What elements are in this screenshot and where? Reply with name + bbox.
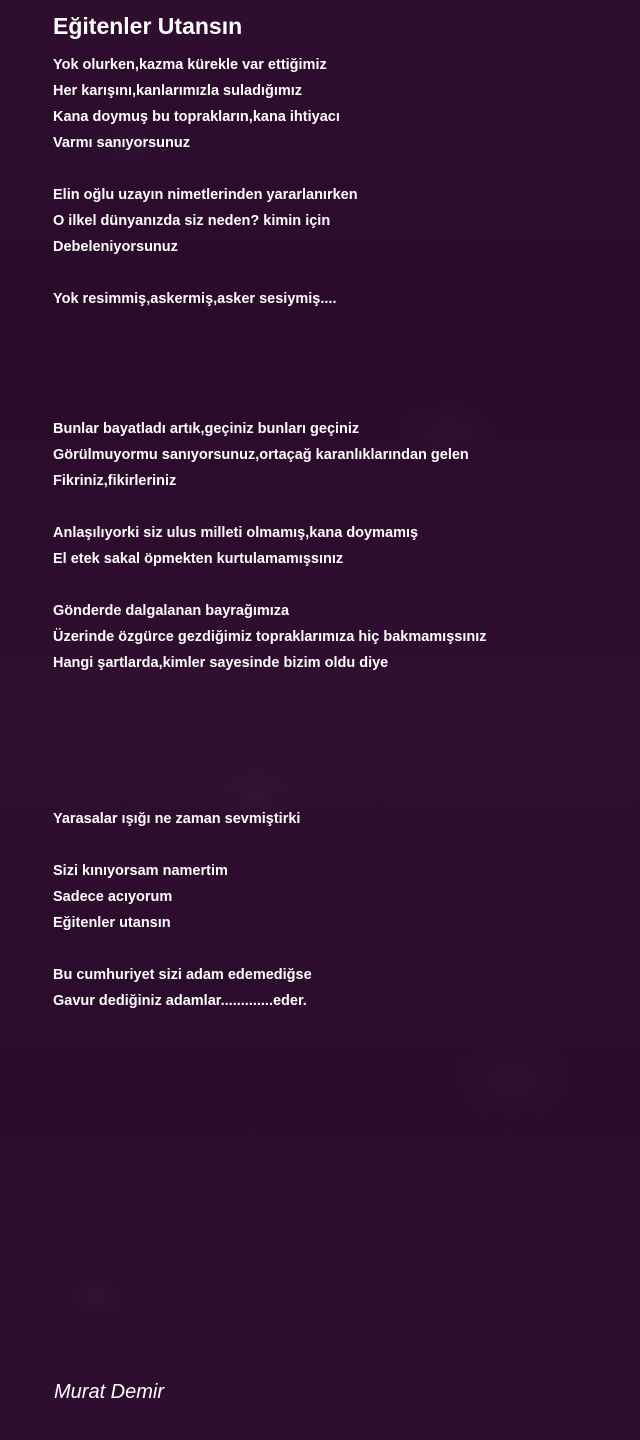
poem-line: Her karışını,kanlarımızla suladığımız (53, 83, 303, 99)
poem-line: Bunlar bayatladı artık,geçiniz bunları geçiniz (53, 421, 360, 437)
blank-line (53, 338, 623, 364)
poem-line: Görülmuyormu sanıyorsunuz,ortaçağ karanlıklarından gelen (53, 447, 469, 463)
poem-line: Yok olurken,kazma kürekle var ettiğimiz (53, 57, 327, 73)
poem-line: Anlaşılıyorki siz ulus milleti olmamış,kana doymamış (53, 525, 419, 541)
blank-line (53, 364, 623, 390)
poem-line: Varmı sanıyorsunuz (53, 135, 190, 151)
blank-line (53, 572, 623, 598)
poem-body (53, 52, 623, 1014)
poem-line: Elin oğlu uzayın nimetlerinden yararlanırken (53, 187, 358, 203)
blank-line (53, 936, 623, 962)
poem-line: Sizi kınıyorsam namertim (53, 863, 228, 879)
poem-line: Yarasalar ışığı ne zaman sevmiştirki (53, 811, 301, 827)
blank-line (53, 312, 623, 338)
blank-line (53, 754, 623, 780)
blank-line (53, 494, 623, 520)
blank-line (53, 702, 623, 728)
poem-line: Hangi şartlarda,kimler sayesinde bizim oldu diye (53, 655, 389, 671)
poem-line: Kana doymuş bu toprakların,kana ihtiyacı (53, 109, 340, 125)
poem-line: O ilkel dünyanızda siz neden? kimin için (53, 213, 331, 229)
blank-line (53, 390, 623, 416)
poem-line: Debeleniyorsunuz (53, 239, 178, 255)
poem-line: Gavur dediğiniz adamlar.............eder. (53, 993, 307, 1009)
poem-line: Yok resimmiş,askermiş,asker sesiymiş.... (53, 291, 337, 307)
poem-author: Murat Demir (54, 1381, 165, 1403)
blank-line (53, 832, 623, 858)
poem-line: Gönderde dalgalanan bayrağımıza (53, 603, 290, 619)
blank-line (53, 676, 623, 702)
poem-line: Bu cumhuriyet sizi adam edemediğse (53, 967, 312, 983)
poem-line: El etek sakal öpmekten kurtulamamışsınız (53, 551, 344, 567)
blank-line (53, 260, 623, 286)
blank-line (53, 728, 623, 754)
blank-line (53, 156, 623, 182)
poem-line: Sadece acıyorum (53, 889, 173, 905)
poem-line: Üzerinde özgürce gezdiğimiz topraklarımıza hiç bakmamışsınız (53, 629, 487, 645)
poem-line: Eğitenler utansın (53, 915, 171, 931)
poem-line: Fikriniz,fikirleriniz (53, 473, 177, 489)
blank-line (53, 780, 623, 806)
poem-title: Eğitenler Utansın (53, 13, 243, 39)
